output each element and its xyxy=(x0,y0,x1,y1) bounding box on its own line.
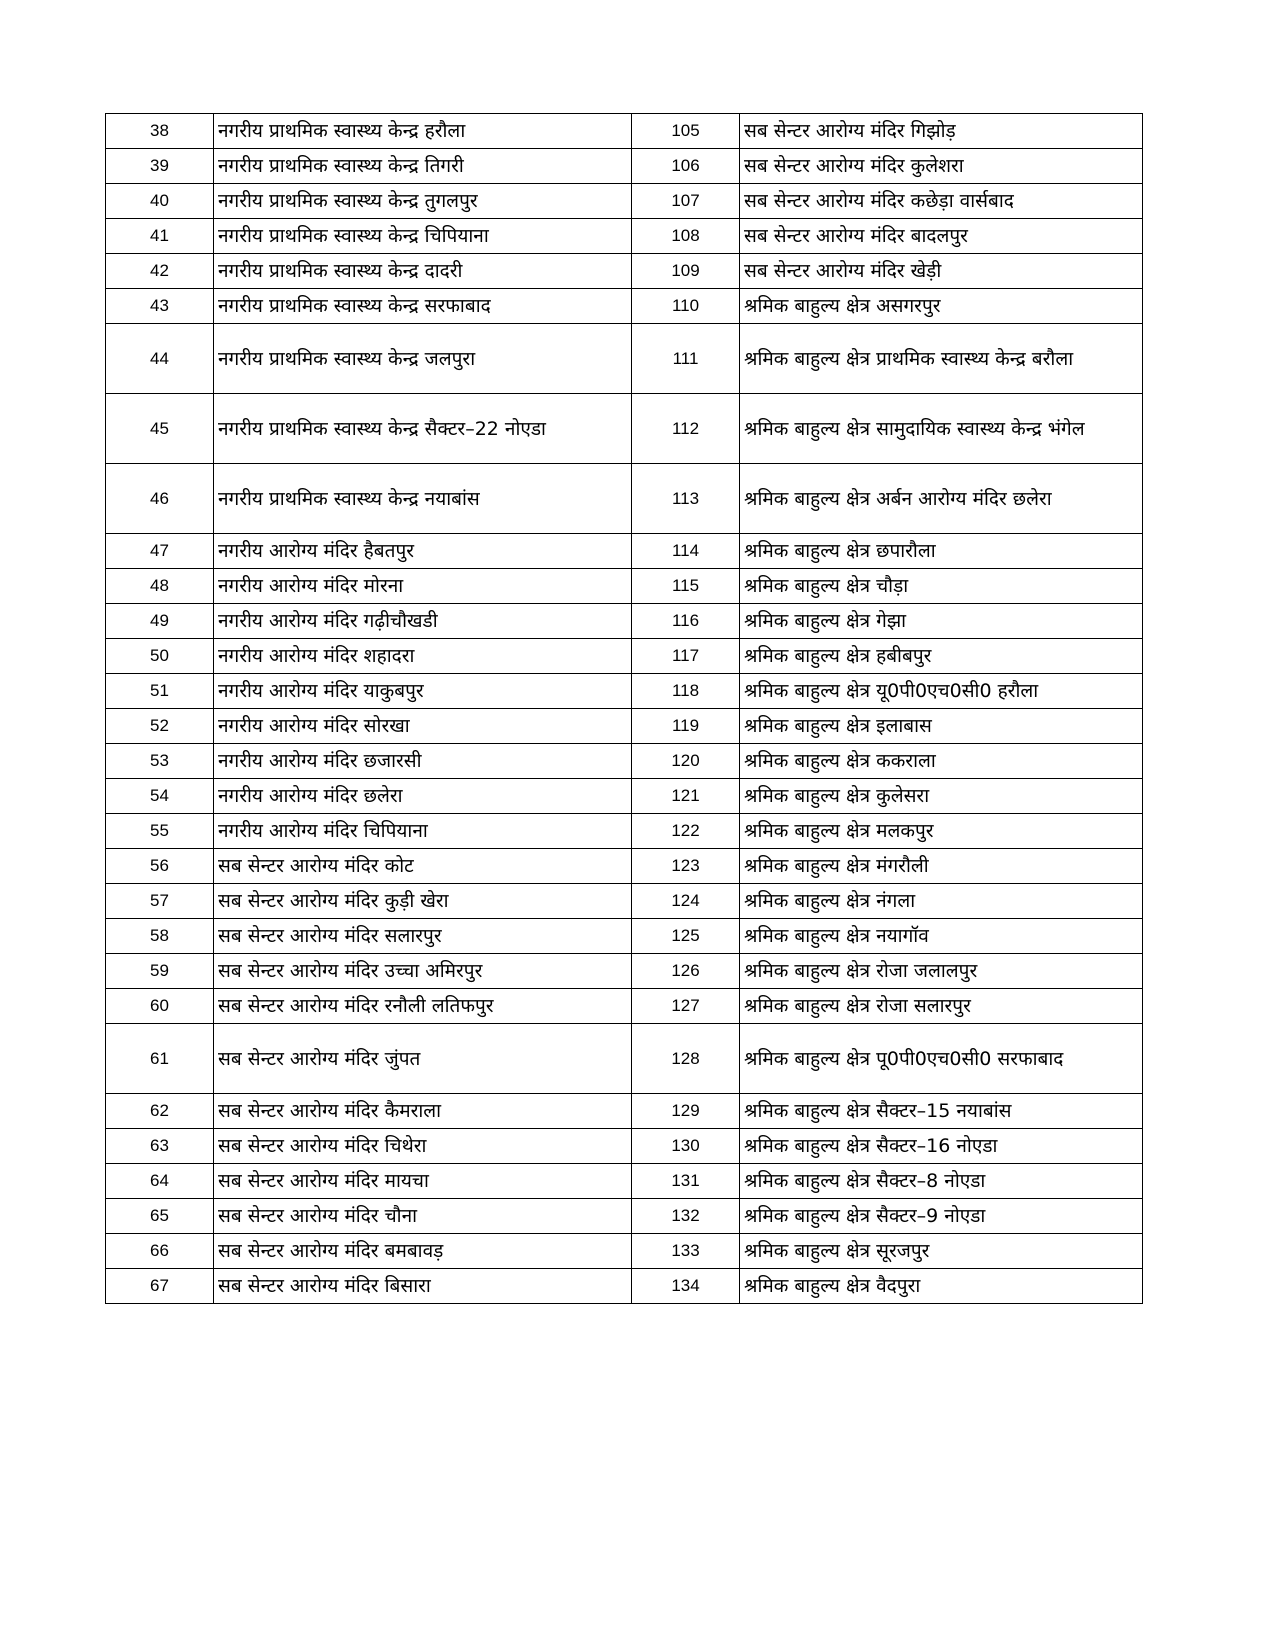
serial-number-cell: 118 xyxy=(632,674,740,709)
serial-number-cell: 125 xyxy=(632,919,740,954)
facility-name-cell: श्रमिक बाहुल्य क्षेत्र प्राथमिक स्वास्थ्य केन्द्र बरौला xyxy=(740,324,1143,394)
facility-name-cell: सब सेन्टर आरोग्य मंदिर बादलपुर xyxy=(740,219,1143,254)
facility-name-cell: सब सेन्टर आरोग्य मंदिर उच्चा अमिरपुर xyxy=(214,954,632,989)
serial-number-cell: 107 xyxy=(632,184,740,219)
serial-number-cell: 121 xyxy=(632,779,740,814)
facility-name-cell: नगरीय आरोग्य मंदिर चिपियाना xyxy=(214,814,632,849)
serial-number-cell: 47 xyxy=(106,534,214,569)
table-row xyxy=(106,709,1143,744)
facility-name-cell: नगरीय प्राथमिक स्वास्थ्य केन्द्र तुगलपुर xyxy=(214,184,632,219)
facility-name-cell: श्रमिक बाहुल्य क्षेत्र अर्बन आरोग्य मंदिर छलेरा xyxy=(740,464,1143,534)
facility-name-cell: नगरीय प्राथमिक स्वास्थ्य केन्द्र नयाबांस xyxy=(214,464,632,534)
facility-name-cell: नगरीय प्राथमिक स्वास्थ्य केन्द्र जलपुरा xyxy=(214,324,632,394)
serial-number-cell: 124 xyxy=(632,884,740,919)
serial-number-cell: 59 xyxy=(106,954,214,989)
table-row xyxy=(106,464,1143,534)
facility-name-cell: श्रमिक बाहुल्य क्षेत्र सामुदायिक स्वास्थ्य केन्द्र भंगेल xyxy=(740,394,1143,464)
facility-name-cell: सब सेन्टर आरोग्य मंदिर जुंपत xyxy=(214,1024,632,1094)
serial-number-cell: 127 xyxy=(632,989,740,1024)
serial-number-cell: 41 xyxy=(106,219,214,254)
facility-name-cell: श्रमिक बाहुल्य क्षेत्र इलाबास xyxy=(740,709,1143,744)
facility-name-cell: सब सेन्टर आरोग्य मंदिर गिझोड़ xyxy=(740,114,1143,149)
facility-name-cell: नगरीय प्राथमिक स्वास्थ्य केन्द्र दादरी xyxy=(214,254,632,289)
facility-name-cell: सब सेन्टर आरोग्य मंदिर बमबावड़ xyxy=(214,1234,632,1269)
facility-name-cell: श्रमिक बाहुल्य क्षेत्र सैक्टर–8 नोएडा xyxy=(740,1164,1143,1199)
serial-number-cell: 60 xyxy=(106,989,214,1024)
facility-name-cell: नगरीय आरोग्य मंदिर शहादरा xyxy=(214,639,632,674)
table-row xyxy=(106,744,1143,779)
serial-number-cell: 130 xyxy=(632,1129,740,1164)
table-row xyxy=(106,219,1143,254)
facility-name-cell: श्रमिक बाहुल्य क्षेत्र नंगला xyxy=(740,884,1143,919)
table-row xyxy=(106,114,1143,149)
facility-name-cell: नगरीय आरोग्य मंदिर गढ़ीचौखडी xyxy=(214,604,632,639)
serial-number-cell: 129 xyxy=(632,1094,740,1129)
facility-name-cell: श्रमिक बाहुल्य क्षेत्र रोजा जलालपुर xyxy=(740,954,1143,989)
serial-number-cell: 54 xyxy=(106,779,214,814)
serial-number-cell: 48 xyxy=(106,569,214,604)
serial-number-cell: 117 xyxy=(632,639,740,674)
facility-name-cell: सब सेन्टर आरोग्य मंदिर कैमराला xyxy=(214,1094,632,1129)
facility-name-cell: सब सेन्टर आरोग्य मंदिर बिसारा xyxy=(214,1269,632,1304)
facility-name-cell: श्रमिक बाहुल्य क्षेत्र चौड़ा xyxy=(740,569,1143,604)
serial-number-cell: 115 xyxy=(632,569,740,604)
serial-number-cell: 113 xyxy=(632,464,740,534)
serial-number-cell: 42 xyxy=(106,254,214,289)
serial-number-cell: 57 xyxy=(106,884,214,919)
table-row xyxy=(106,1199,1143,1234)
serial-number-cell: 108 xyxy=(632,219,740,254)
table-row xyxy=(106,254,1143,289)
facility-name-cell: नगरीय आरोग्य मंदिर सोरखा xyxy=(214,709,632,744)
serial-number-cell: 51 xyxy=(106,674,214,709)
facility-name-cell: श्रमिक बाहुल्य क्षेत्र मंगरौली xyxy=(740,849,1143,884)
serial-number-cell: 123 xyxy=(632,849,740,884)
facility-name-cell: नगरीय प्राथमिक स्वास्थ्य केन्द्र हरौला xyxy=(214,114,632,149)
facility-name-cell: श्रमिक बाहुल्य क्षेत्र ककराला xyxy=(740,744,1143,779)
table-row xyxy=(106,989,1143,1024)
serial-number-cell: 66 xyxy=(106,1234,214,1269)
facility-name-cell: सब सेन्टर आरोग्य मंदिर खेड़ी xyxy=(740,254,1143,289)
serial-number-cell: 134 xyxy=(632,1269,740,1304)
table-row xyxy=(106,1269,1143,1304)
serial-number-cell: 111 xyxy=(632,324,740,394)
table-row xyxy=(106,394,1143,464)
facility-name-cell: श्रमिक बाहुल्य क्षेत्र गेझा xyxy=(740,604,1143,639)
serial-number-cell: 116 xyxy=(632,604,740,639)
serial-number-cell: 49 xyxy=(106,604,214,639)
facility-name-cell: नगरीय प्राथमिक स्वास्थ्य केन्द्र सैक्टर–22 नोएडा xyxy=(214,394,632,464)
table-row xyxy=(106,534,1143,569)
serial-number-cell: 61 xyxy=(106,1024,214,1094)
table-row xyxy=(106,954,1143,989)
facility-name-cell: नगरीय आरोग्य मंदिर याकुबपुर xyxy=(214,674,632,709)
facility-name-cell: श्रमिक बाहुल्य क्षेत्र सैक्टर–16 नोएडा xyxy=(740,1129,1143,1164)
table-row xyxy=(106,569,1143,604)
facility-name-cell: सब सेन्टर आरोग्य मंदिर चिथेरा xyxy=(214,1129,632,1164)
facility-name-cell: सब सेन्टर आरोग्य मंदिर कोट xyxy=(214,849,632,884)
facility-name-cell: श्रमिक बाहुल्य क्षेत्र सूरजपुर xyxy=(740,1234,1143,1269)
serial-number-cell: 63 xyxy=(106,1129,214,1164)
facility-name-cell: श्रमिक बाहुल्य क्षेत्र मलकपुर xyxy=(740,814,1143,849)
facility-name-cell: नगरीय आरोग्य मंदिर छलेरा xyxy=(214,779,632,814)
table-row xyxy=(106,884,1143,919)
serial-number-cell: 65 xyxy=(106,1199,214,1234)
serial-number-cell: 67 xyxy=(106,1269,214,1304)
table-row xyxy=(106,324,1143,394)
facility-name-cell: नगरीय आरोग्य मंदिर मोरना xyxy=(214,569,632,604)
facility-name-cell: सब सेन्टर आरोग्य मंदिर कुलेशरा xyxy=(740,149,1143,184)
serial-number-cell: 39 xyxy=(106,149,214,184)
facility-name-cell: श्रमिक बाहुल्य क्षेत्र छपारौला xyxy=(740,534,1143,569)
serial-number-cell: 105 xyxy=(632,114,740,149)
table-row xyxy=(106,149,1143,184)
facility-name-cell: श्रमिक बाहुल्य क्षेत्र यू0पी0एच0सी0 हरौला xyxy=(740,674,1143,709)
serial-number-cell: 55 xyxy=(106,814,214,849)
serial-number-cell: 45 xyxy=(106,394,214,464)
serial-number-cell: 50 xyxy=(106,639,214,674)
table-row xyxy=(106,1234,1143,1269)
serial-number-cell: 132 xyxy=(632,1199,740,1234)
serial-number-cell: 119 xyxy=(632,709,740,744)
facility-name-cell: श्रमिक बाहुल्य क्षेत्र कुलेसरा xyxy=(740,779,1143,814)
facility-name-cell: श्रमिक बाहुल्य क्षेत्र वैदपुरा xyxy=(740,1269,1143,1304)
facility-name-cell: नगरीय प्राथमिक स्वास्थ्य केन्द्र चिपियाना xyxy=(214,219,632,254)
facility-table xyxy=(105,113,1143,1304)
facility-name-cell: सब सेन्टर आरोग्य मंदिर सलारपुर xyxy=(214,919,632,954)
serial-number-cell: 52 xyxy=(106,709,214,744)
facility-name-cell: सब सेन्टर आरोग्य मंदिर कछेड़ा वार्सबाद xyxy=(740,184,1143,219)
serial-number-cell: 109 xyxy=(632,254,740,289)
serial-number-cell: 44 xyxy=(106,324,214,394)
facility-name-cell: श्रमिक बाहुल्य क्षेत्र पू0पी0एच0सी0 सरफाबाद xyxy=(740,1024,1143,1094)
serial-number-cell: 62 xyxy=(106,1094,214,1129)
table-row xyxy=(106,849,1143,884)
facility-name-cell: सब सेन्टर आरोग्य मंदिर मायचा xyxy=(214,1164,632,1199)
facility-name-cell: सब सेन्टर आरोग्य मंदिर चौना xyxy=(214,1199,632,1234)
serial-number-cell: 120 xyxy=(632,744,740,779)
facility-name-cell: श्रमिक बाहुल्य क्षेत्र सैक्टर–9 नोएडा xyxy=(740,1199,1143,1234)
table-row xyxy=(106,814,1143,849)
facility-name-cell: श्रमिक बाहुल्य क्षेत्र सैक्टर–15 नयाबांस xyxy=(740,1094,1143,1129)
table-row xyxy=(106,1129,1143,1164)
serial-number-cell: 58 xyxy=(106,919,214,954)
serial-number-cell: 128 xyxy=(632,1024,740,1094)
serial-number-cell: 43 xyxy=(106,289,214,324)
table-row xyxy=(106,674,1143,709)
facility-name-cell: नगरीय आरोग्य मंदिर हैबतपुर xyxy=(214,534,632,569)
table-row xyxy=(106,289,1143,324)
facility-name-cell: सब सेन्टर आरोग्य मंदिर कुड़ी खेरा xyxy=(214,884,632,919)
serial-number-cell: 112 xyxy=(632,394,740,464)
serial-number-cell: 40 xyxy=(106,184,214,219)
serial-number-cell: 46 xyxy=(106,464,214,534)
facility-name-cell: नगरीय प्राथमिक स्वास्थ्य केन्द्र सरफाबाद xyxy=(214,289,632,324)
serial-number-cell: 114 xyxy=(632,534,740,569)
table-row xyxy=(106,919,1143,954)
facility-name-cell: श्रमिक बाहुल्य क्षेत्र हबीबपुर xyxy=(740,639,1143,674)
facility-name-cell: नगरीय आरोग्य मंदिर छजारसी xyxy=(214,744,632,779)
facility-name-cell: सब सेन्टर आरोग्य मंदिर रनौली लतिफपुर xyxy=(214,989,632,1024)
serial-number-cell: 133 xyxy=(632,1234,740,1269)
serial-number-cell: 106 xyxy=(632,149,740,184)
serial-number-cell: 122 xyxy=(632,814,740,849)
serial-number-cell: 126 xyxy=(632,954,740,989)
serial-number-cell: 131 xyxy=(632,1164,740,1199)
serial-number-cell: 38 xyxy=(106,114,214,149)
facility-table-body xyxy=(106,114,1143,1304)
serial-number-cell: 56 xyxy=(106,849,214,884)
facility-name-cell: श्रमिक बाहुल्य क्षेत्र नयागॉव xyxy=(740,919,1143,954)
table-row xyxy=(106,184,1143,219)
serial-number-cell: 53 xyxy=(106,744,214,779)
table-row xyxy=(106,1094,1143,1129)
serial-number-cell: 110 xyxy=(632,289,740,324)
facility-name-cell: श्रमिक बाहुल्य क्षेत्र असगरपुर xyxy=(740,289,1143,324)
facility-name-cell: नगरीय प्राथमिक स्वास्थ्य केन्द्र तिगरी xyxy=(214,149,632,184)
serial-number-cell: 64 xyxy=(106,1164,214,1199)
table-row xyxy=(106,779,1143,814)
table-row xyxy=(106,639,1143,674)
facility-name-cell: श्रमिक बाहुल्य क्षेत्र रोजा सलारपुर xyxy=(740,989,1143,1024)
table-row xyxy=(106,1164,1143,1199)
table-row xyxy=(106,604,1143,639)
table-row xyxy=(106,1024,1143,1094)
